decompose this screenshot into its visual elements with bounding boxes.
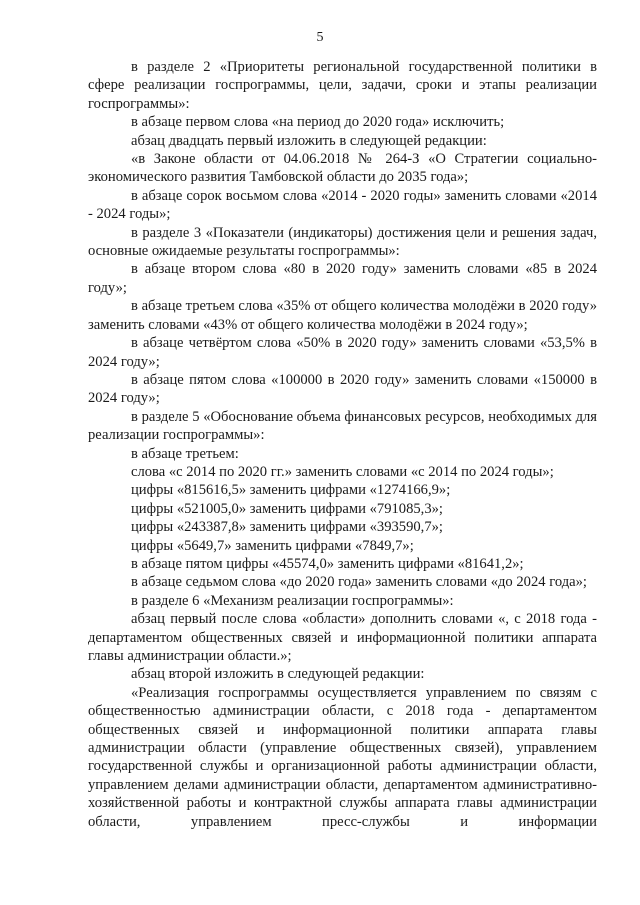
paragraph-figures-3: цифры «243387,8» заменить цифрами «393590,7»; — [131, 519, 443, 536]
paragraph-years-replacement: слова «с 2014 по 2020 гг.» заменить словами «с 2014 по 2024 годы»; — [131, 463, 554, 480]
paragraph-law-reference: «в Законе области от 04.06.2018 № 264-З «О Стратегии социально-экономического развития Тамбовской области до 2035 года»; — [88, 151, 597, 186]
paragraph-implementation-text: «Реализация госпрограммы осуществляется управлением по связям с общественностью администрации области, с 2018 года - департаментом общественных связей и информационной политики аппарата главы администрации области (управление общественных связей), управлением государственной службы и организационной работы администрации области, управлением делами администрации области, департаментом административно-хозяйственной работы и контрактной службы аппарата главы администрации области, управлением пресс-службы и информации — [88, 684, 597, 830]
page-number: 5 — [316, 30, 324, 45]
paragraph-second-abzats-new-edition: абзац второй изложить в следующей редакции: — [131, 666, 425, 683]
paragraph-fifth-abzats: в абзаце пятом слова «100000 в 2020 году» заменить словами «150000 в 2024 году»; — [88, 371, 597, 407]
paragraph-section-2-heading: в разделе 2 «Приоритеты региональной государственной политики в сфере реализации госпрограммы, цели, задачи, сроки и этапы реализации госпрограммы»: — [88, 59, 597, 112]
paragraph-figures-4: цифры «5649,7» заменить цифрами «7849,7»; — [131, 537, 414, 554]
paragraph-second-abzats: в абзаце втором слова «80 в 2020 году» заменить словами «85 в 2024 году»; — [88, 261, 597, 296]
paragraph-twenty-first-abzats: абзац двадцать первый изложить в следующей редакции: — [131, 132, 487, 149]
document-body — [88, 58, 597, 831]
paragraph-first-abzats-addition: абзац первый после слова «области» дополнить словами «, с 2018 года - департаментом общественных связей и информационной политики аппарата главы администрации области.»; — [88, 611, 597, 664]
paragraph-first-abzats: в абзаце первом слова «на период до 2020 года» исключить; — [131, 114, 505, 131]
paragraph-section-3-heading: в разделе 3 «Показатели (индикаторы) достижения цели и решения задач, основные ожидаемые результаты госпрограммы»: — [88, 224, 597, 260]
paragraph-section-5-heading: в разделе 5 «Обоснование объема финансовых ресурсов, необходимых для реализации госпрограммы»: — [88, 408, 597, 444]
paragraph-seventh-abzats: в абзаце седьмом слова «до 2020 года» заменить словами «до 2024 года»; — [131, 574, 587, 591]
paragraph-third-abzats: в абзаце третьем слова «35% от общего количества молодёжи в 2020 году» заменить словами «43% от общего количества молодёжи в 2024 году»; — [88, 298, 597, 333]
paragraph-fifth-abzats-figures: в абзаце пятом цифры «45574,0» заменить цифрами «81641,2»; — [131, 555, 524, 572]
paragraph-forty-eighth-abzats: в абзаце сорок восьмом слова «2014 - 2020 годы» заменить словами «2014 - 2024 годы»; — [88, 187, 597, 223]
paragraph-section-6-heading: в разделе 6 «Механизм реализации госпрограммы»: — [131, 592, 454, 609]
paragraph-figures-1: цифры «815616,5» заменить цифрами «1274166,9»; — [131, 482, 451, 499]
paragraph-figures-2: цифры «521005,0» заменить цифрами «791085,3»; — [131, 500, 443, 517]
paragraph-abzats-third-label: в абзаце третьем: — [131, 445, 239, 462]
paragraph-fourth-abzats: в абзаце четвёртом слова «50% в 2020 году» заменить словами «53,5% в 2024 году»; — [88, 335, 597, 370]
